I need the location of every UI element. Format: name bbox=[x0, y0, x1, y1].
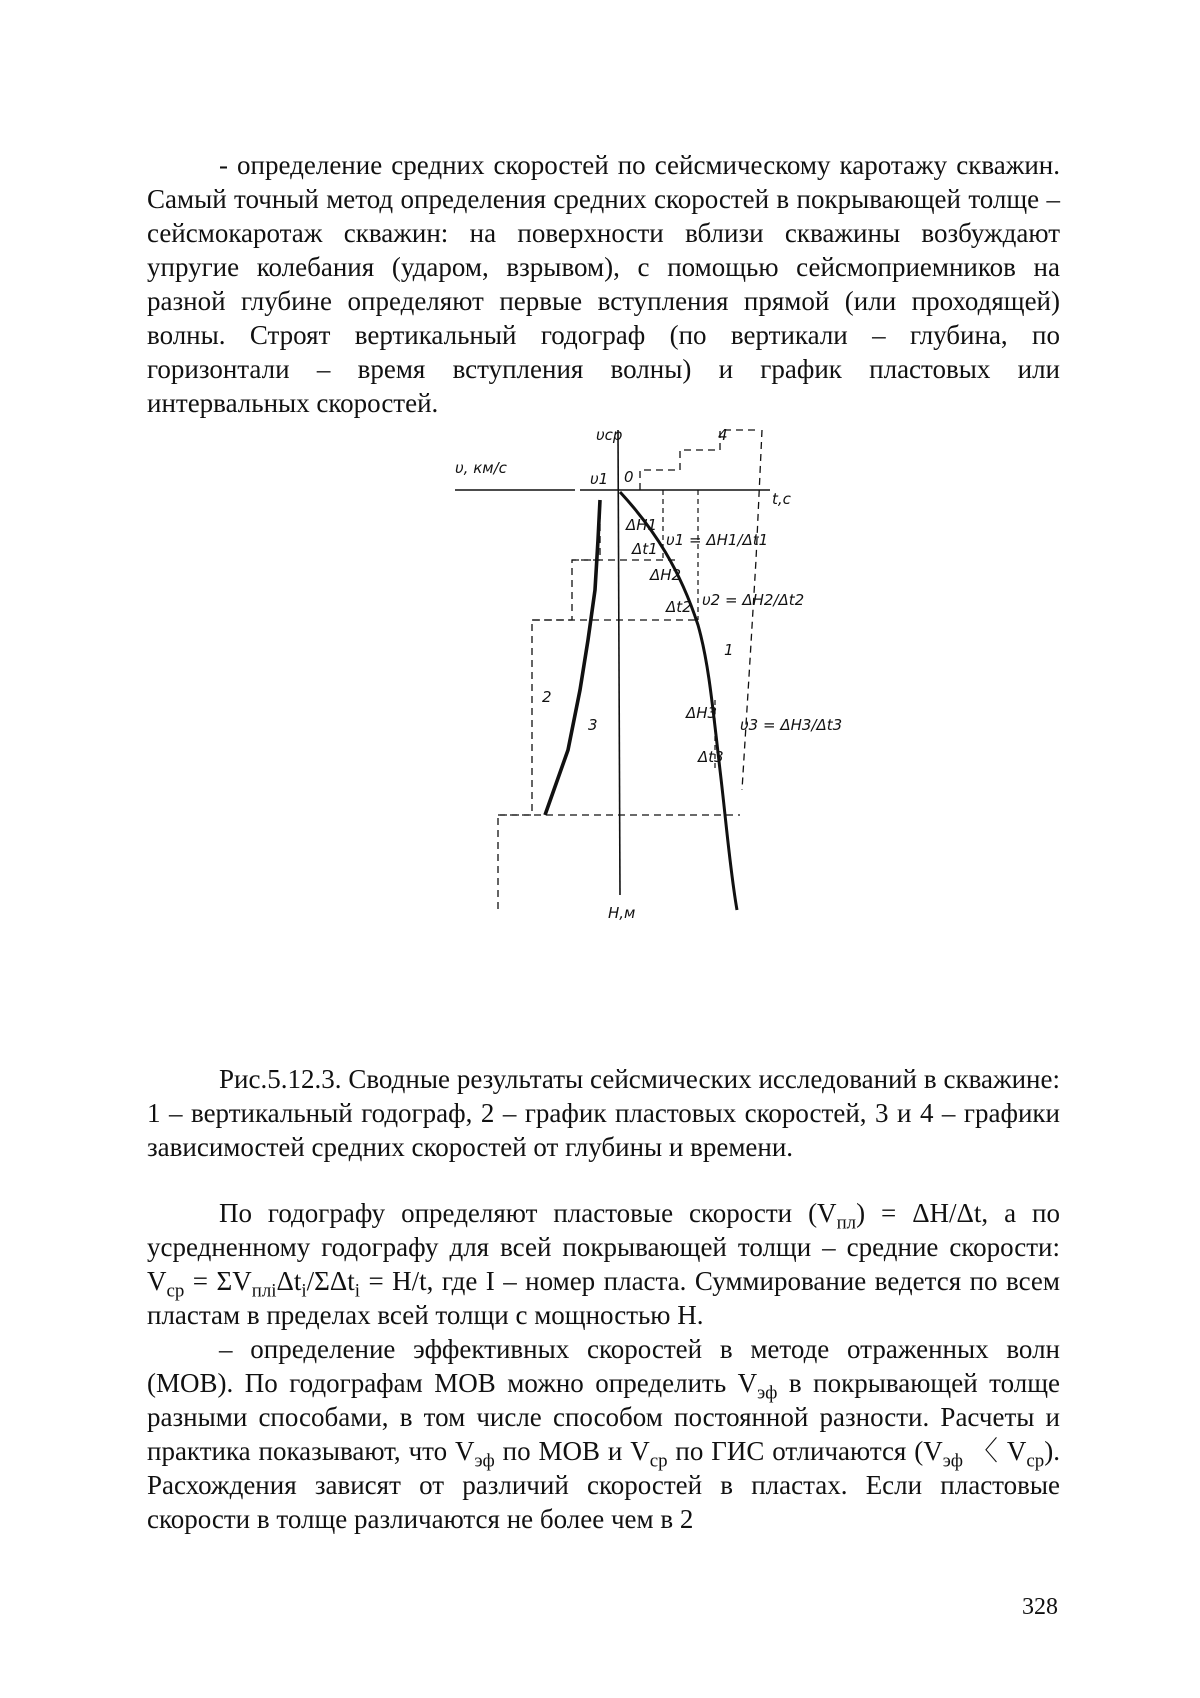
subscript: эф bbox=[757, 1382, 778, 1404]
label-curve-4: 4 bbox=[718, 426, 728, 444]
paragraph-effective-velocity bbox=[147, 1332, 1060, 1536]
subscript: i bbox=[301, 1280, 307, 1302]
text-run: по ГИС отличаются (V bbox=[667, 1436, 943, 1466]
label-dt2: Δt2 bbox=[666, 598, 692, 616]
label-v-cp: υср bbox=[596, 426, 623, 444]
curve-3-avg-velocity-depth bbox=[545, 500, 600, 815]
text-run: 〈 V bbox=[962, 1436, 1027, 1466]
label-curve-2: 2 bbox=[542, 688, 552, 706]
subscript: ср bbox=[649, 1450, 668, 1472]
label-dH2: ΔH2 bbox=[650, 566, 682, 584]
label-v2-eq: υ2 = ΔH2/Δt2 bbox=[702, 591, 805, 609]
label-dt1: Δt1 bbox=[632, 540, 658, 558]
paragraph-text bbox=[147, 1196, 1060, 1332]
subscript: эф bbox=[474, 1450, 495, 1472]
text-run: = H/t, где I – номер пласта. Суммирование ведется по всем пластам в пределах всей толщи с мощностью H. bbox=[147, 1266, 1060, 1330]
label-h-axis: H,м bbox=[608, 904, 636, 922]
paragraph-text bbox=[147, 1332, 1060, 1536]
paragraph-seismic-logging bbox=[147, 148, 1060, 420]
subscript: i bbox=[354, 1280, 360, 1302]
h-axis-line bbox=[618, 430, 620, 895]
subscript: ср bbox=[166, 1280, 185, 1302]
text-run: /ΣΔt bbox=[306, 1266, 355, 1296]
label-v1-eq: υ1 = ΔH1/Δt1 bbox=[666, 531, 769, 549]
label-v-units: υ, км/с bbox=[455, 459, 507, 477]
text-run: по МОВ и V bbox=[494, 1436, 650, 1466]
paragraph-text: - определение средних скоростей по сейсмическому каротажу скважин. Самый точный метод определения средних скоростей в покрывающей толще – сейсмокаротаж скважин: на поверхности вблизи скважины возбуждают упругие колебания (ударом, взрывом), с помощью сейсмоприемников на разной глубине определяют первые вступления прямой (или проходящей) волны. Строят вертикальный годограф (по вертикали – глубина, по горизонтали – время вступления волны) и график пластовых или интервальных скоростей. bbox=[147, 150, 1060, 418]
label-dH3: ΔH3 bbox=[686, 704, 718, 722]
label-v3-eq: υ3 = ΔH3/Δt3 bbox=[740, 716, 843, 734]
caption-text: Рис.5.12.3. Сводные результаты сейсмических исследований в скважине: 1 – вертикальный годограф, 2 – график пластовых скоростей, 3 и 4 – графики зависимостей средних скоростей от глубины и времени. bbox=[147, 1064, 1060, 1162]
label-dH1: ΔH1 bbox=[626, 516, 658, 534]
label-zero: 0 bbox=[624, 468, 634, 486]
label-t-axis: t,c bbox=[772, 490, 791, 508]
subscript: пл bbox=[836, 1212, 857, 1234]
label-dt3: Δt3 bbox=[698, 748, 724, 766]
figure-caption bbox=[147, 1062, 1060, 1164]
subscript: ср bbox=[1026, 1450, 1045, 1472]
curve-4-vertical bbox=[742, 430, 762, 790]
label-v1-top: υ1 bbox=[590, 470, 609, 488]
figure-diagram bbox=[455, 426, 843, 1020]
text-run: По годографу определяют пластовые скорости (V bbox=[219, 1198, 837, 1228]
curve-4-avg-velocity-time bbox=[640, 430, 760, 490]
label-curve-3: 3 bbox=[588, 716, 598, 734]
text-run: в покрывающей толще разными способами, в том числе способом постоянной разности. Расчеты и практика показывают, что V bbox=[147, 1368, 1060, 1466]
figure-seismic-results bbox=[455, 426, 843, 1020]
paragraph-interval-velocity bbox=[147, 1196, 1060, 1332]
text-run: ) = ΔH/Δt, а по усредненному годографу для всей покрывающей толщи – средние скорости: V bbox=[147, 1198, 1060, 1296]
page-number: 328 bbox=[1022, 1594, 1058, 1620]
text-run: – определение эффективных скоростей в методе отраженных волн (МОВ). По годографам МОВ можно определить V bbox=[147, 1334, 1060, 1398]
subscript: плi bbox=[251, 1280, 277, 1302]
text-run: Δt bbox=[276, 1266, 302, 1296]
text-run: ). Расхождения зависят от различий скоростей в пластах. Если пластовые скорости в толще различаются не более чем в 2 bbox=[147, 1436, 1060, 1534]
text-run: = ΣV bbox=[184, 1266, 252, 1296]
subscript: эф bbox=[942, 1450, 963, 1472]
label-curve-1: 1 bbox=[724, 641, 734, 659]
